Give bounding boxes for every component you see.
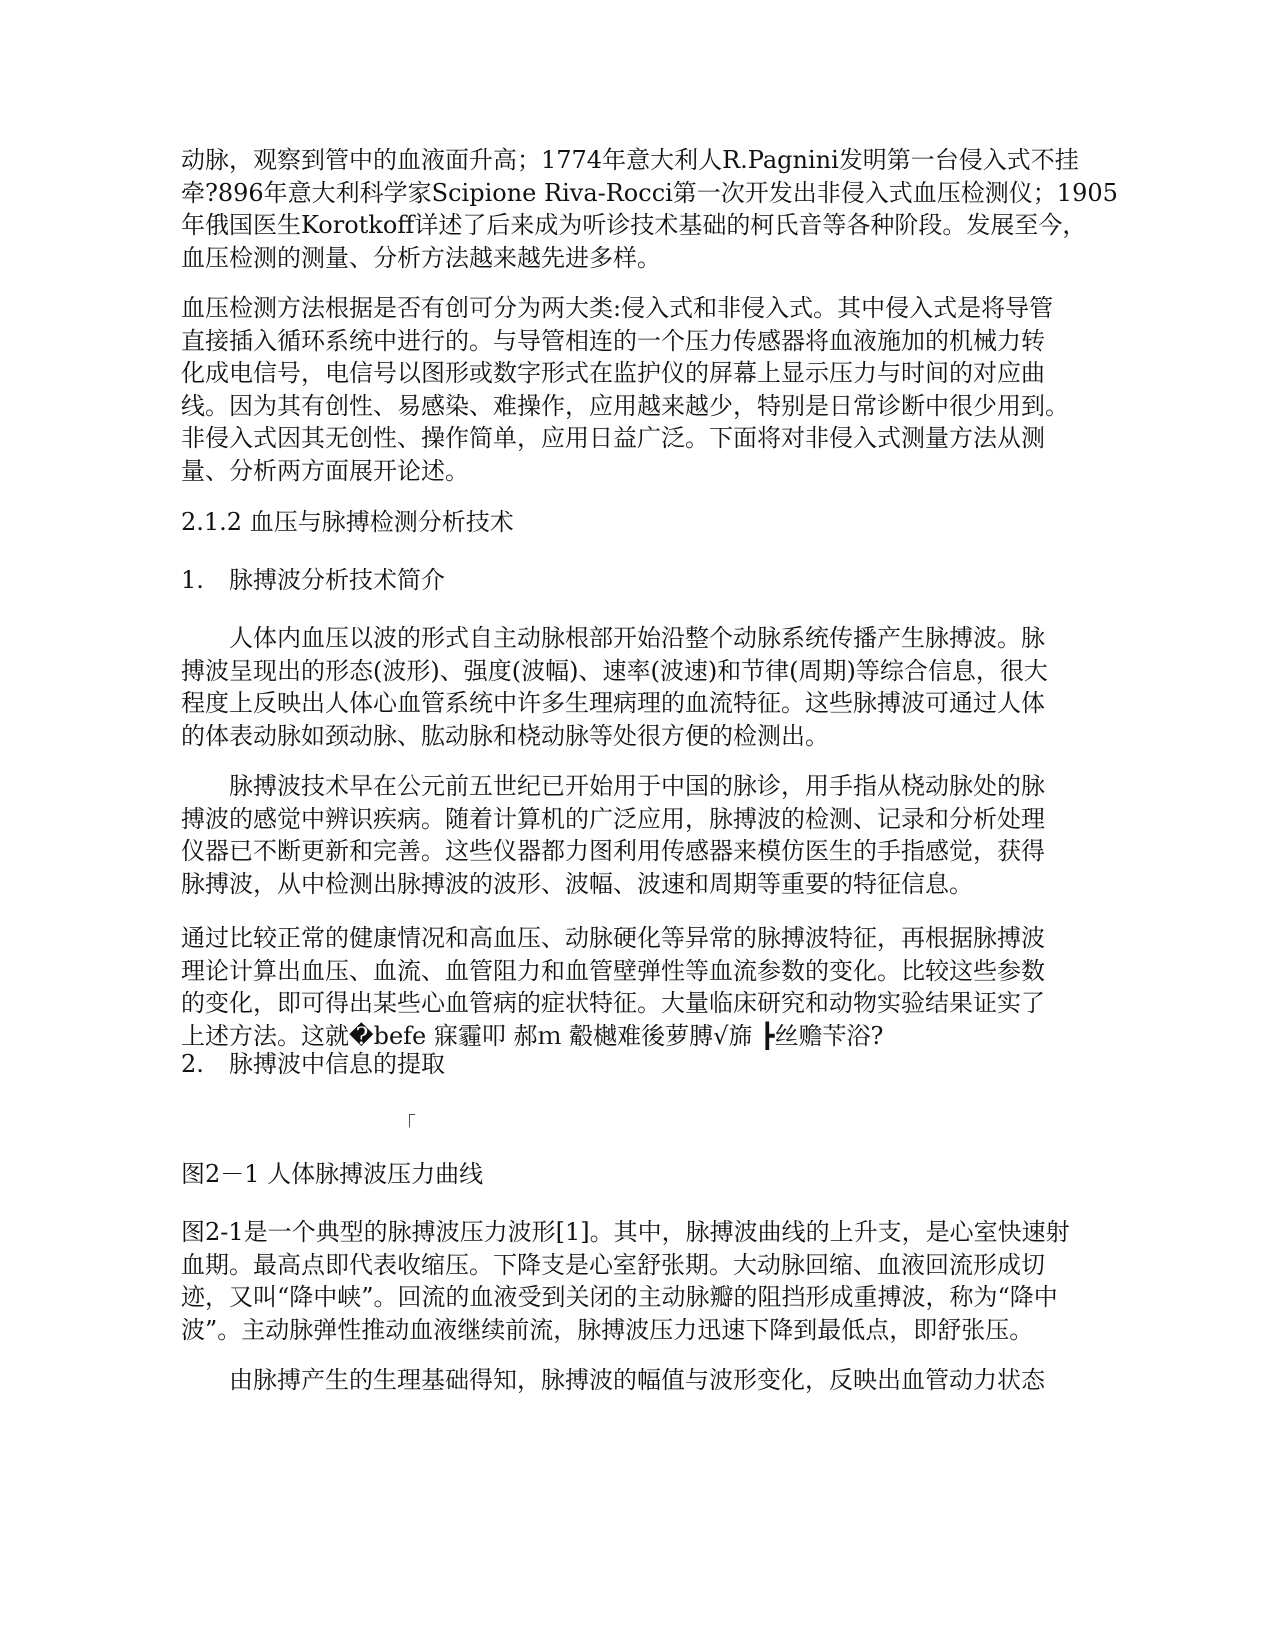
text-line: 直接插入循环系统中进行的。与导管相连的一个压力传感器将血液施加的机械力转 (181, 326, 1045, 355)
text-line: 血压检测方法根据是否有创可分为两大类:侵入式和非侵入式。其中侵入式是将导管 (181, 294, 1054, 322)
paragraph-figure-explanation (181, 1216, 1091, 1346)
paragraph-history (181, 144, 1118, 274)
text-line: 量、分析两方面展开论述。 (181, 456, 469, 485)
figure-placeholder-mark: 「 (396, 1112, 416, 1136)
text-line: 脉搏波，从中检测出脉搏波的波形、波幅、波速和周期等重要的特征信息。 (181, 869, 973, 898)
paragraph-comparison (181, 922, 1091, 1052)
paragraph-pulse-history (181, 770, 1091, 900)
subsection-heading-1 (181, 564, 1091, 596)
text-line: 程度上反映出人体心血管系统中许多生理病理的血流特征。这些脉搏波可通过人体 (181, 689, 1045, 717)
subsection-heading-2 (181, 1048, 1091, 1080)
text-line: 通过比较正常的健康情况和高血压、动脉硬化等异常的脉搏波特征，再根据脉搏波 (181, 924, 1045, 952)
paragraph-pulse-intro (181, 622, 1091, 752)
text-line: 迹，又叫“降中峡”。回流的血液受到关闭的主动脉瓣的阻挡形成重搏波，称为“降中 (181, 1283, 1058, 1311)
text-line: 牵?896年意大利科学家Scipione Riva-Rocci第一次开发出非侵入式血压检测仪；1905 (181, 178, 1118, 207)
text-line: 人体内血压以波的形式自主动脉根部开始沿整个动脉系统传播产生脉搏波。脉 (229, 624, 1045, 652)
subsection-title: 脉搏波分析技术简介 (229, 566, 445, 594)
text-line: 图2-1是一个典型的脉搏波压力波形[1]。其中，脉搏波曲线的上升支，是心室快速射 (181, 1218, 1070, 1246)
paragraph-physiology (181, 1364, 1091, 1397)
text-line: 化成电信号，电信号以图形或数字形式在监护仪的屏幕上显示压力与时间的对应曲 (181, 359, 1045, 387)
text-line: 线。因为其有创性、易感染、难操作，应用越来越少，特别是日常诊断中很少用到。 (181, 391, 1069, 420)
text-line: 的体表动脉如颈动脉、肱动脉和桡动脉等处很方便的检测出。 (181, 721, 829, 750)
text-line: 理论计算出血压、血流、血管阻力和血管壁弹性等血流参数的变化。比较这些参数 (181, 956, 1045, 985)
figure-caption: 图2－1 人体脉搏波压力曲线 (181, 1160, 484, 1188)
text-line: 动脉，观察到管中的血液面升高；1774年意大利人R.Pagnini发明第一台侵入式不挂 (181, 146, 1079, 174)
text-line: 年俄国医生Korotkoff详述了后来成为听诊技术基础的柯氏音等各种阶段。发展至今， (181, 211, 1087, 239)
paragraph-methods (181, 292, 1091, 487)
text-line: 搏波呈现出的形态(波形)、强度(波幅)、速率(波速)和节律(周期)等综合信息，很大 (181, 656, 1048, 685)
text-line: 的变化，即可得出某些心血管病的症状特征。大量临床研究和动物实验结果证实了 (181, 989, 1045, 1017)
subsection-title: 脉搏波中信息的提取 (229, 1050, 445, 1078)
text-line: 波”。主动脉弹性推动血液继续前流，脉搏波压力迅速下降到最低点，即舒张压。 (181, 1315, 1034, 1344)
section-heading: 2.1.2 血压与脉搏检测分析技术 (181, 508, 514, 536)
text-line: 搏波的感觉中辨识疾病。随着计算机的广泛应用，脉搏波的检测、记录和分析处理 (181, 804, 1045, 833)
text-line: 脉搏波技术早在公元前五世纪已开始用于中国的脉诊，用手指从桡动脉处的脉 (229, 772, 1045, 800)
text-line: 血期。最高点即代表收缩压。下降支是心室舒张期。大动脉回缩、血液回流形成切 (181, 1250, 1045, 1279)
text-line: 血压检测的测量、分析方法越来越先进多样。 (181, 243, 661, 272)
list-number: 1. (181, 566, 204, 594)
text-line: 仪器已不断更新和完善。这些仪器都力图利用传感器来模仿医生的手指感觉，获得 (181, 837, 1045, 865)
text-line: 上述方法。这就�befe 寐霾叩 郝ｍ 觳樾难後萝膊√旆 ┣丝赡苄浴? (181, 1021, 884, 1050)
list-number: 2. (181, 1050, 204, 1078)
text-line: 非侵入式因其无创性、操作简单，应用日益广泛。下面将对非侵入式测量方法从测 (181, 424, 1045, 452)
text-line: 由脉搏产生的生理基础得知，脉搏波的幅值与波形变化，反映出血管动力状态 (229, 1366, 1045, 1394)
